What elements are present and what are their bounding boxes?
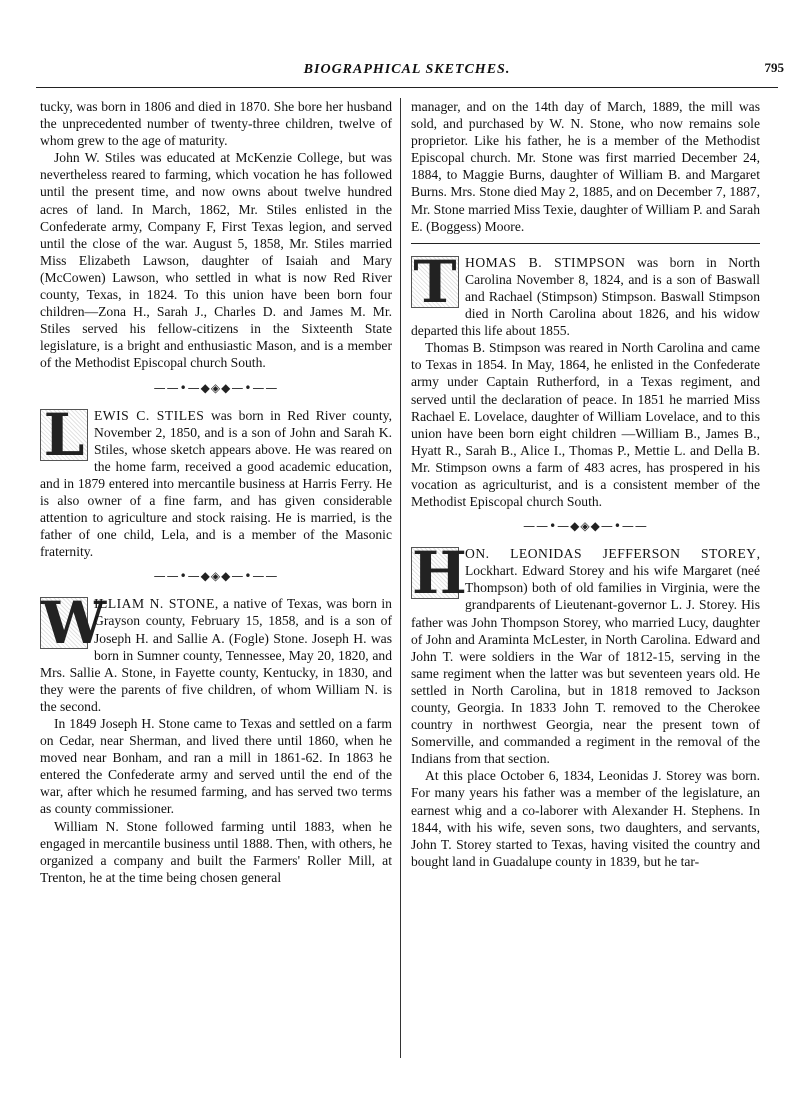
- section-ornament: ——•—◆◈◆—•——: [153, 380, 279, 395]
- lewis-stiles-sketch: [40, 400, 392, 561]
- section-ornament-2: ——•—◆◈◆—•——: [153, 569, 279, 584]
- stone-paragraph-1: , a native of Texas, was born in Grayson county, February 15, 1858, and is a son of Joseph H. and Sallie A. (Fogle) Stone. Joseph H. was born in Sumner county, Tennessee, May 20, 1820, and Mrs. Sallie A. Stone, in Fayette county, Kentucky, in 1830, and they were the parents of five children, of whom William N. is the second.: [40, 596, 392, 714]
- stone-name: ILLIAM N. STONE: [94, 596, 215, 612]
- stone-continuation-paragraph: manager, and on the 14th day of March, 1889, the mill was sold, and purchased by W. N. Stone, who now remains sole proprietor. Like his father, he is a member of the Methodist Episcopal church. Mr. Stone was first married December 24, 1884, to Maggie Burns, daughter of William B. and Margaret Burns. Mrs. Stone died May 2, 1885, and on December 7, 1887, Mr. Stone married Miss Texie, daughter of William P. and Sarah E. (Boggess) Moore.: [411, 99, 760, 234]
- storey-name: ON. LEONIDAS JEFFERSON STOREY: [465, 546, 757, 562]
- stiles-continuation-paragraph: tucky, was born in 1806 and died in 1870. She bore her husband the unprecedented number of twenty-three children, twelve of whom grew to the age of maturity.: [40, 99, 392, 149]
- page-header: [36, 60, 784, 88]
- stimpson-name: HOMAS B. STIMPSON: [465, 254, 626, 270]
- stone-dropcap: W: [41, 589, 107, 658]
- thomas-stimpson-sketch: [411, 247, 760, 339]
- page-number: 795: [764, 60, 784, 75]
- running-title: BIOGRAPHICAL SKETCHES.: [303, 62, 511, 77]
- left-column: [40, 98, 392, 886]
- lewis-name: EWIS C. STILES: [94, 407, 205, 423]
- stimpson-paragraph-2: Thomas B. Stimpson was reared in North Carolina and came to Texas in 1854. In May, 1864, he enlisted in the Confederate army under Captain Rutherford, in a Texas regiment, and served until the declaration of peace. In 1851 he married Miss Rachael E. Lovelace, daughter of William Lovelace, and to this union have been born eight children —William B., James B., Hyatt R., Sarah B., Alice I., Thomas P., Mettie L. and Della B. Mr. Stimpson owns a farm of 483 acres, has prospered in his vocation as agriculturist, and is a consistent member of the Methodist Episcopal church South.: [411, 340, 760, 510]
- header-rule: [36, 87, 778, 88]
- leonidas-storey-sketch: [411, 539, 760, 767]
- right-column: [411, 98, 760, 870]
- column-divider: [400, 98, 401, 1058]
- stone-paragraph-2: In 1849 Joseph H. Stone came to Texas and settled on a farm on Cedar, near Sherman, and lived there until 1860, when he moved near Bonham, and ran a mill in 1861-62. In 1863 he entered the Confederate army and served until the end of the war, after which he resumed farming, and has served two terms as county commissioner.: [40, 716, 392, 817]
- storey-paragraph-2: At this place October 6, 1834, Leonidas J. Storey was born. For many years his father was a member of the legislature, an earnest whig and a co-laborer with Alexander H. Stephens. In 1844, with his wife, seven sons, two daughters, and servants, John T. Storey started to Texas, having visited the country and bought land in Guadalupe county in 1839, but he tar-: [411, 768, 760, 869]
- storey-dropcap: H: [412, 539, 467, 608]
- william-stone-sketch: [40, 589, 392, 715]
- stimpson-paragraph-1: was born in North Carolina November 8, 1824, and is a son of Baswall and Rachael (Stimpson) Stimpson. Baswall Stimpson died in North Carolina about 1826, and his widow departed this life about 1855.: [411, 254, 760, 339]
- lewis-paragraph: was born in Red River county, November 2, 1850, and is a son of John and Sarah K. Stiles, whose sketch appears above. He was reared on the home farm, received a good academic education, and in 1879 entered into mercantile business at Harris Ferry. He is also owner of a fine farm, and has given considerable attention to agriculture and stock raising. He is married, is the father of one child, Lela, and is a member of the Masonic fraternity.: [40, 407, 392, 560]
- lewis-dropcap: L: [40, 409, 88, 461]
- stimpson-dropcap: T: [411, 256, 459, 308]
- section-rule: [411, 243, 760, 244]
- stiles-paragraph: John W. Stiles was educated at McKenzie College, but was nevertheless reared to farming, which vocation he has followed until the present time, and now owns about twelve hundred acres of land. In March, 1862, Mr. Stiles enlisted in the Confederate army, Company F, First Texas legion, and served until the close of the war. August 5, 1858, Mr. Stiles married Miss Elizabeth Lawson, daughter of Isaiah and Mary (McCowen) Lawson, who settled in what is now Red River county, Texas, in 1824. To this union have been born four children—Zona H., Sarah J., Charles D. and James M. Mr. Stiles served his fellow-citizens in the Sixteenth State legislature, is a bright and enthusiastic Mason, and is a member of the Methodist Episcopal church South.: [40, 150, 392, 371]
- stone-paragraph-3: William N. Stone followed farming until 1883, when he engaged in mercantile business until 1888. Then, with others, he organized a company and built the Farmers' Roller Mill, at Trenton, he at the time being chosen general: [40, 818, 392, 885]
- storey-paragraph-1: , Lockhart. Edward Storey and his wife Margaret (neé Thompson) both of old families in Virginia, were the grandparents of Lieutenant-governor L. J. Storey. His father was John Thompson Storey, who married Lucy, daughter of John and Araminta McLester, in North Carolina. Edward and John T. were soldiers in the War of 1812-15, serving in the same regiment when the latter was but seventeen years old. He settled in North Carolina, but in 1818 removed to Jackson county, Georgia. In 1833 John T. removed to the Cherokee country in northwest Georgia, near the present town of Somerville, and commanded a regiment in the removal of the Indians from that section.: [411, 546, 760, 767]
- section-ornament-3: ——•—◆◈◆—•——: [523, 519, 648, 534]
